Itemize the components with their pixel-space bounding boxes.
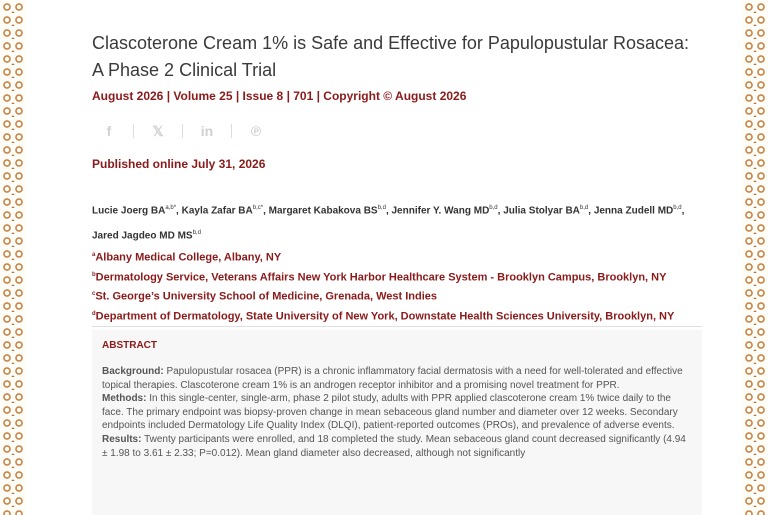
- affiliation-text: St. George’s University School of Medicine, Grenada, West Indies: [95, 290, 438, 303]
- share-divider: [182, 124, 183, 138]
- share-divider: [231, 124, 232, 138]
- author-affil-sup: b,d: [579, 205, 589, 211]
- affiliation-sup: c: [92, 291, 96, 298]
- abstract-results: [102, 433, 692, 460]
- section-text: Papulopustular rosacea (PPR) is a chronic inflammatory facial dermatosis with a need for well-tolerated and effective topical therapies. Clascoterone cream 1% is an androgen receptor inhibitor and a promising novel treatment for PPR.: [102, 366, 683, 391]
- abstract-heading: ABSTRACT: [102, 340, 157, 351]
- section-divider: [92, 326, 702, 327]
- article-title: Clascoterone Cream 1% is Safe and Effective for Papulopustular Rosacea: A Phase 2 Clinical Trial: [92, 33, 689, 80]
- linkedin-icon[interactable]: in: [200, 123, 214, 139]
- published-date: Published online July 31, 2026: [92, 157, 266, 171]
- author-name[interactable]: Kayla Zafar BA: [181, 205, 253, 217]
- affiliation-text: Albany Medical College, Albany, NY: [95, 251, 282, 264]
- affiliation-text: Dermatology Service, Veterans Affairs New York Harbor Healthcare System - Brooklyn Campus, Brooklyn, NY: [95, 271, 667, 284]
- author-name[interactable]: Jared Jagdeo MD MS: [92, 230, 193, 242]
- author-name[interactable]: Margaret Kabakova BS: [268, 205, 378, 217]
- x-icon[interactable]: 𝕏: [152, 122, 164, 139]
- author-affil-sup: b,d: [489, 205, 498, 211]
- affiliation-item: [92, 286, 674, 306]
- section-text: In this single-center, single-arm, phase 2 pilot study, adults with PPR applied clascoterone cream 1% twice daily to the face. The primary endpoint was biopsy-proven change in mean sebaceous gland number and diameter over 12 weeks. Secondary endpoints included Dermatology Life Quality Index (DLQI), patient-reported outcomes (PROs), and prevalence of adverse events.: [102, 393, 678, 432]
- author-name[interactable]: Lucie Joerg BA: [92, 205, 166, 217]
- decorative-border-right: [742, 0, 768, 515]
- affiliation-sup: b: [92, 271, 96, 278]
- author-name[interactable]: Jennifer Y. Wang MD: [391, 205, 490, 217]
- affiliation-sup: a: [92, 252, 96, 258]
- section-label: Methods:: [102, 393, 147, 405]
- author-list: Lucie Joerg $BA^{a,b*}$, Kayla Zafar $BA^{b,c*}$, Margaret Kabakova BS$^{b,d}$, Jennifer Y. Wang MD$^{b,d}$, Julia Stolyar BA$^{b,d}$, Jenna Zudell MD$^{b,d}$, Jared Jagdeo MD MS$^{b,d}$: [92, 205, 685, 242]
- abstract-methods: [102, 392, 692, 433]
- affiliation-item: [92, 247, 674, 267]
- affiliation-list: [92, 247, 674, 326]
- author-affil-sup: b,c*: [252, 205, 264, 211]
- pinterest-icon[interactable]: ℗: [250, 123, 262, 139]
- abstract-body: [102, 365, 692, 460]
- affiliation-item: [92, 267, 674, 287]
- abstract-background: [102, 365, 692, 392]
- affiliation-item: [92, 306, 674, 326]
- author-name[interactable]: Jenna Zudell MD: [593, 205, 674, 217]
- decorative-border-left: [0, 0, 26, 515]
- author-affil-sup: a,b*: [165, 205, 177, 211]
- author-affil-sup: b,d: [673, 205, 682, 211]
- author-name[interactable]: Julia Stolyar BA: [503, 205, 580, 217]
- affiliation-text: Department of Dermatology, State University of New York, Downstate Health Sciences University, Brooklyn, NY: [95, 310, 675, 323]
- issue-info: August 2026 | Volume 25 | Issue 8 | 701 | Copyright © August 2026: [92, 89, 467, 103]
- section-label: Background:: [102, 366, 164, 377]
- section-text: Twenty participants were enrolled, and 18 completed the study. Mean sebaceous gland count decreased significantly (4.94 ± 1.98 to 3.61 ± 2.33; P=0.012). Mean gland diameter also decreased, although not significantly: [102, 433, 686, 459]
- share-divider: [133, 124, 134, 138]
- share-bar: [100, 123, 265, 139]
- facebook-icon[interactable]: f: [106, 123, 112, 139]
- section-label: Results:: [102, 433, 142, 445]
- affiliation-sup: d: [92, 310, 96, 317]
- author-affil-sup: b,d: [192, 230, 201, 237]
- abstract-panel: [92, 330, 702, 515]
- author-affil-sup: b,d: [377, 205, 386, 211]
